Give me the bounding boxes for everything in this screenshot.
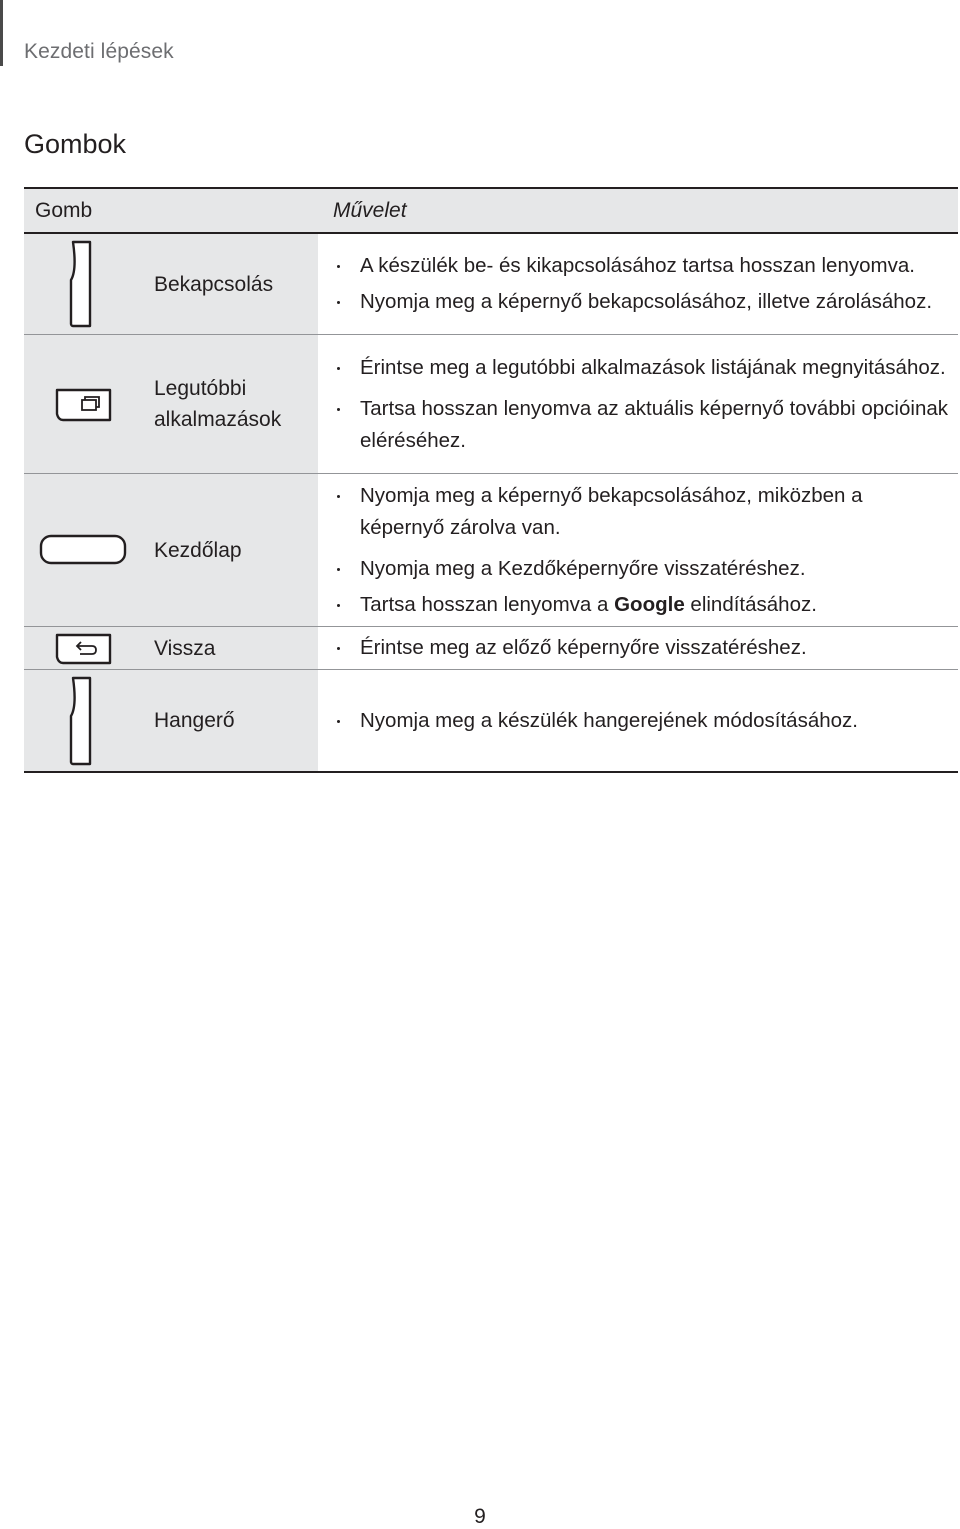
icon-cell	[24, 670, 142, 773]
action-list	[333, 705, 950, 737]
action-item	[333, 589, 950, 621]
button-name: Bekapcsolás	[142, 233, 318, 335]
section-title: Gombok	[24, 129, 127, 159]
page-number: 9	[474, 1505, 486, 1528]
buttons-table	[24, 187, 958, 773]
action-text: elindításához.	[684, 592, 817, 616]
action-cell	[318, 335, 958, 474]
button-name-line: Legutóbbi	[154, 377, 247, 400]
table-row-back	[24, 627, 958, 670]
action-list	[333, 352, 950, 457]
icon-cell	[24, 233, 142, 335]
action-item: A készülék be- és kikapcsolásához tartsa hosszan lenyomva.	[333, 250, 950, 282]
back-key-icon	[53, 630, 113, 666]
action-item: Érintse meg a legutóbbi alkalmazások listájának megnyitásához.	[333, 352, 950, 384]
table-row-power	[24, 233, 958, 335]
action-item: Tartsa hosszan lenyomva az aktuális képernyő további opcióinak eléréséhez.	[333, 393, 950, 457]
recent-apps-icon	[53, 384, 113, 424]
action-cell	[318, 627, 958, 670]
button-name: Hangerő	[142, 670, 318, 773]
action-cell	[318, 233, 958, 335]
action-item: Nyomja meg a képernyő bekapcsolásához, miközben a képernyő zárolva van.	[333, 480, 950, 544]
action-text: Tartsa hosszan lenyomva a	[360, 592, 615, 616]
button-name: Vissza	[142, 627, 318, 670]
running-head: Kezdeti lépések	[24, 40, 174, 63]
header-action-column: Művelet	[318, 188, 958, 233]
table-row-home	[24, 474, 958, 627]
action-cell	[318, 670, 958, 773]
power-key-icon	[68, 240, 98, 328]
action-item: Nyomja meg a képernyő bekapcsolásához, illetve zárolásához.	[333, 286, 950, 318]
button-name-line: alkalmazások	[154, 408, 282, 431]
action-list	[333, 632, 950, 664]
action-list	[333, 250, 950, 318]
icon-cell	[24, 474, 142, 627]
action-item: Nyomja meg a Kezdőképernyőre visszatéréshez.	[333, 553, 950, 585]
side-rule	[0, 0, 3, 66]
button-name: Kezdőlap	[142, 474, 318, 627]
table-row-recent-apps	[24, 335, 958, 474]
header-button-column: Gomb	[24, 188, 318, 233]
table-row-volume	[24, 670, 958, 773]
home-key-icon	[38, 533, 128, 567]
icon-cell	[24, 335, 142, 474]
action-item: Érintse meg az előző képernyőre visszatéréshez.	[333, 632, 950, 664]
icon-cell	[24, 627, 142, 670]
google-label: Google	[614, 592, 685, 616]
action-item: Nyomja meg a készülék hangerejének módosításához.	[333, 705, 950, 737]
table-header-row	[24, 188, 958, 233]
action-cell	[318, 474, 958, 627]
action-list	[333, 480, 950, 621]
button-name	[142, 335, 318, 474]
volume-key-icon	[68, 676, 98, 766]
